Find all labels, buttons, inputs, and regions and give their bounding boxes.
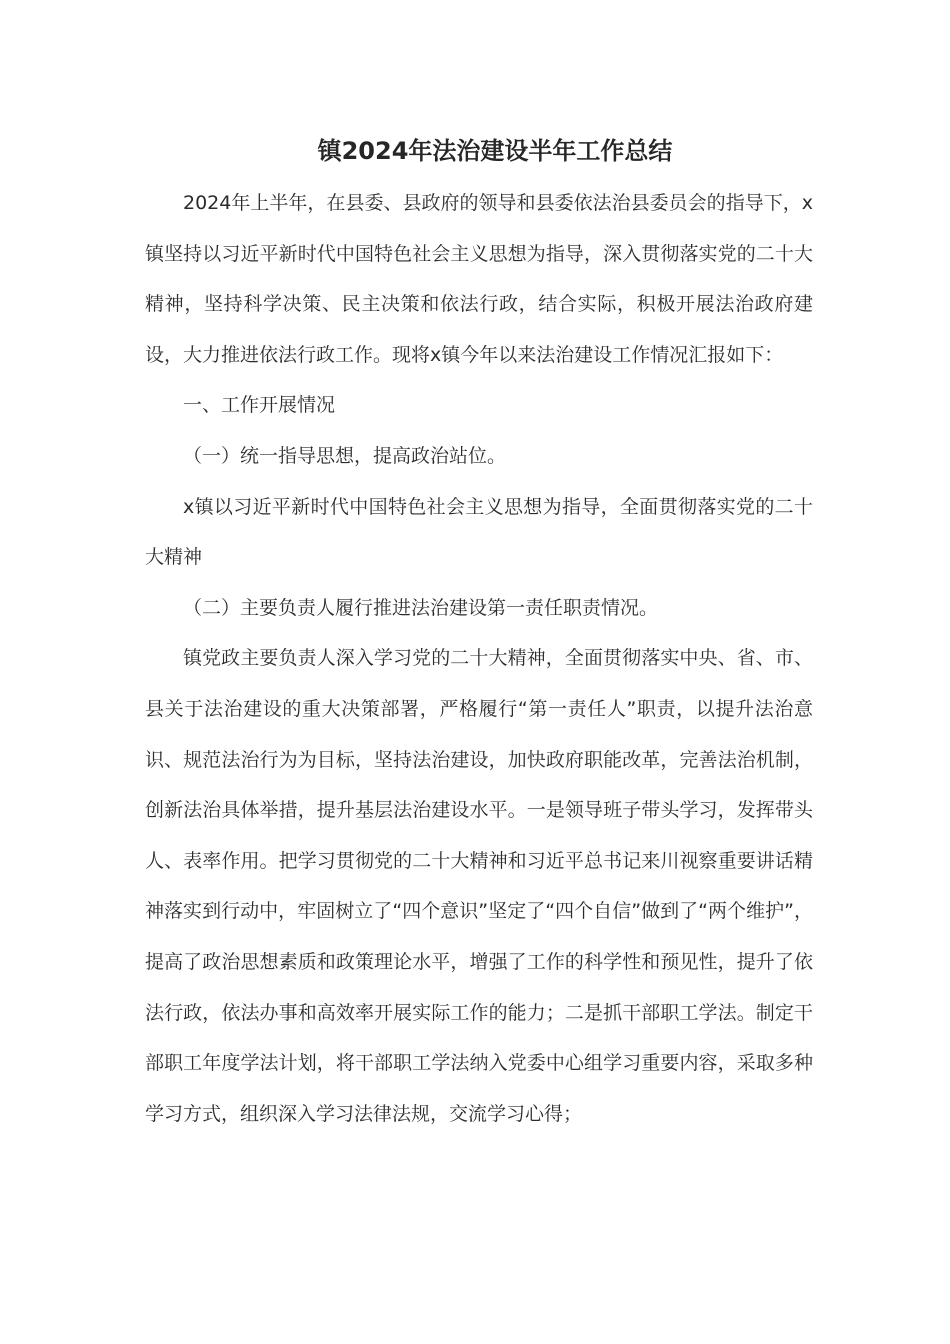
section-heading-work-progress: 一、工作开展情况: [183, 394, 336, 417]
subsection-heading-2: （二）主要负责人履行推进法治建设第一责任职责情况。: [183, 596, 659, 619]
document-body: [145, 178, 813, 1139]
paragraph-guiding-thought: x镇以习近平新时代中国特色社会主义思想为指导，全面贯彻落实党的二十大精神: [145, 495, 813, 569]
paragraph-leader-responsibility: 镇党政主要负责人深入学习党的二十大精神，全面贯彻落实中央、省、市、县关于法治建设的重大决策部署，严格履行“第一责任人”职责，以提升法治意识、规范法治行为为目标，坚持法治建设，加快政府职能改革，完善法治机制，创新法治具体举措，提升基层法治建设水平。一是领导班子带头学习，发挥带头人、表率作用。把学习贯彻党的二十大精神和习近平总书记来川视察重要讲话精神落实到行动中，牢固树立了“四个意识”坚定了“四个自信”做到了“两个维护”，提高了政治思想素质和政策理论水平，增强了工作的科学性和预见性，提升了依法行政，依法办事和高效率开展实际工作的能力；二是抓干部职工学法。制定干部职工年度学法计划，将干部职工学法纳入党委中心组学习重要内容，采取多种学习方式，组织深入学习法律法规，交流学习心得；: [145, 647, 813, 1125]
intro-paragraph: 2024年上半年，在县委、县政府的领导和县委依法治县委员会的指导下，x镇坚持以习近平新时代中国特色社会主义思想为指导，深入贯彻落实党的二十大精神，坚持科学决策、民主决策和依法行政，结合实际，积极开展法治政府建设，大力推进依法行政工作。现将x镇今年以来法治建设工作情况汇报如下：: [145, 192, 813, 366]
document-title: 镇2024年法治建设半年工作总结: [317, 137, 673, 165]
subsection-heading-1: （一）统一指导思想，提高政治站位。: [183, 444, 507, 467]
